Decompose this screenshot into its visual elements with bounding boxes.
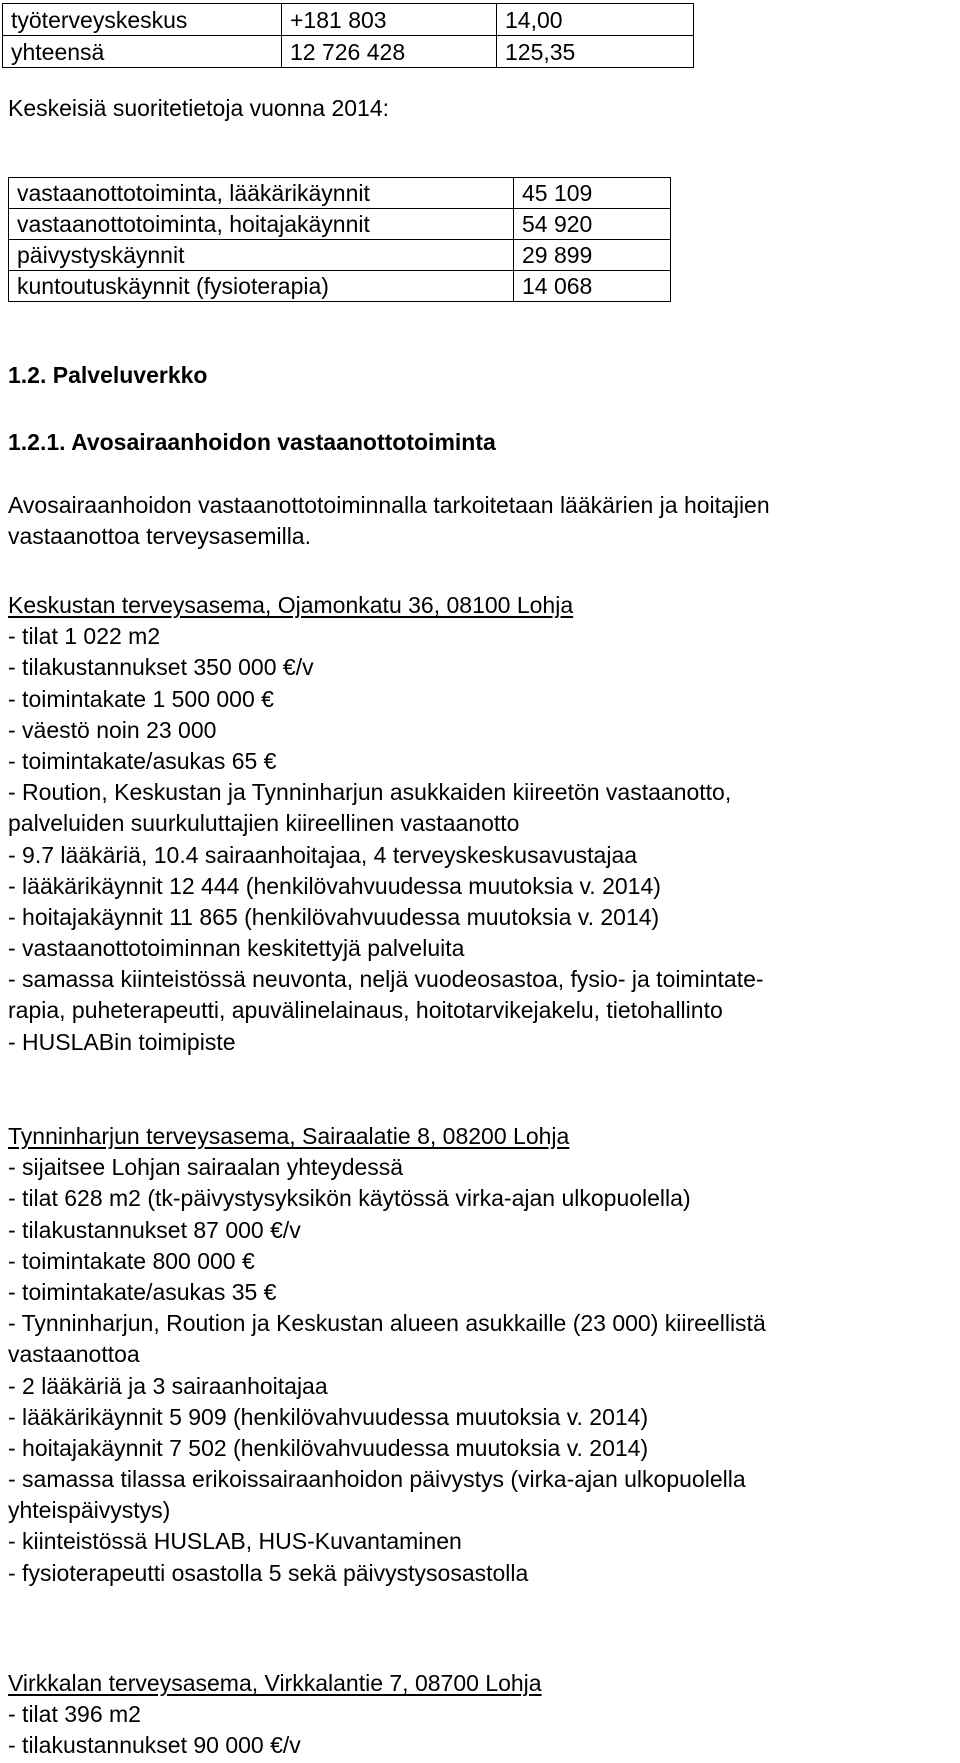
station-line: - kiinteistössä HUSLAB, HUS-Kuvantaminen xyxy=(8,1528,462,1555)
station-line: - sijaitsee Lohjan sairaalan yhteydessä xyxy=(8,1154,404,1181)
table-cell: työterveyskeskus xyxy=(3,4,282,36)
station-line: - tilat 628 m2 (tk-päivystysyksikön käytössä virka-ajan ulkopuolella) xyxy=(8,1185,691,1212)
station-line: - vastaanottotoiminnan keskitettyjä palveluita xyxy=(8,935,465,962)
table-cell: 29 899 xyxy=(514,240,671,271)
table-cell: +181 803 xyxy=(282,4,497,36)
table-cell: 14,00 xyxy=(497,4,694,36)
station-line: - Tynninharjun, Roution ja Keskustan alueen asukkaille (23 000) kiireellistä xyxy=(8,1310,766,1337)
station-line: - fysioterapeutti osastolla 5 sekä päivystysosastolla xyxy=(8,1559,529,1586)
station-line: - lääkärikäynnit 5 909 (henkilövahvuudessa muutoksia v. 2014) xyxy=(8,1403,649,1430)
table-cell: päivystyskäynnit xyxy=(9,240,514,271)
table-row xyxy=(9,209,671,240)
station-line: yhteispäivystys) xyxy=(8,1497,171,1524)
station-line: - toimintakate/asukas 65 € xyxy=(8,747,277,774)
table-cell: kuntoutuskäynnit (fysioterapia) xyxy=(9,271,514,302)
subsection-heading: 1.2.1. Avosairaanhoidon vastaanottotoiminta xyxy=(8,429,496,455)
station-title: Tynninharjun terveysasema, Sairaalatie 8, 08200 Lohja xyxy=(8,1123,570,1149)
station-line: palveluiden suurkuluttajien kiireellinen vastaanotto xyxy=(8,810,520,837)
table-cell: 54 920 xyxy=(514,209,671,240)
station-line: - hoitajakäynnit 7 502 (henkilövahvuudessa muutoksia v. 2014) xyxy=(8,1434,649,1461)
station-line: - samassa kiinteistössä neuvonta, neljä vuodeosastoa, fysio- ja toimintate- xyxy=(8,966,764,993)
station-line: - tilat 1 022 m2 xyxy=(8,623,161,650)
performance-table xyxy=(8,177,671,302)
table-cell: 12 726 428 xyxy=(282,36,497,68)
table-row xyxy=(9,271,671,302)
table-row xyxy=(3,36,694,68)
table-row xyxy=(9,240,671,271)
section-heading: 1.2. Palveluverkko xyxy=(8,362,208,388)
cost-summary-table xyxy=(2,3,694,68)
table-row xyxy=(9,178,671,209)
performance-intro: Keskeisiä suoritetietoja vuonna 2014: xyxy=(8,95,390,121)
station-line: - toimintakate 1 500 000 € xyxy=(8,685,274,712)
intro-paragraph xyxy=(8,490,770,552)
station-line: - toimintakate/asukas 35 € xyxy=(8,1278,277,1305)
station-title: Virkkalan terveysasema, Virkkalantie 7, 08700 Lohja xyxy=(8,1670,542,1696)
station-line: - HUSLABin toimipiste xyxy=(8,1028,236,1055)
station-line: - samassa tilassa erikoissairaanhoidon päivystys (virka-ajan ulkopuolella xyxy=(8,1466,746,1493)
station-line: rapia, puheterapeutti, apuvälinelainaus, hoitotarvikejakelu, tietohallinto xyxy=(8,997,723,1024)
paragraph-line: vastaanottoa terveysasemilla. xyxy=(8,523,311,550)
station-line: - toimintakate 800 000 € xyxy=(8,1247,255,1274)
table-cell: vastaanottotoiminta, hoitajakäynnit xyxy=(9,209,514,240)
station-line: - tilakustannukset 90 000 €/v xyxy=(8,1732,301,1759)
station-virkkala xyxy=(8,1668,542,1762)
station-line: - väestö noin 23 000 xyxy=(8,716,217,743)
station-title: Keskustan terveysasema, Ojamonkatu 36, 08100 Lohja xyxy=(8,592,574,618)
station-line: - tilakustannukset 87 000 €/v xyxy=(8,1216,301,1243)
station-line: - tilakustannukset 350 000 €/v xyxy=(8,654,314,681)
station-line: - tilat 396 m2 xyxy=(8,1701,141,1728)
station-tynninharju xyxy=(8,1121,766,1589)
station-line: - Roution, Keskustan ja Tynninharjun asukkaiden kiireetön vastaanotto, xyxy=(8,779,732,806)
station-keskusta xyxy=(8,590,764,1058)
station-line: - hoitajakäynnit 11 865 (henkilövahvuudessa muutoksia v. 2014) xyxy=(8,903,660,930)
table-cell: 14 068 xyxy=(514,271,671,302)
table-cell: vastaanottotoiminta, lääkärikäynnit xyxy=(9,178,514,209)
station-line: vastaanottoa xyxy=(8,1341,140,1368)
paragraph-line: Avosairaanhoidon vastaanottotoiminnalla tarkoitetaan lääkärien ja hoitajien xyxy=(8,492,770,518)
station-line: - lääkärikäynnit 12 444 (henkilövahvuudessa muutoksia v. 2014) xyxy=(8,872,661,899)
station-line: - 2 lääkäriä ja 3 sairaanhoitajaa xyxy=(8,1372,328,1399)
table-cell: 45 109 xyxy=(514,178,671,209)
table-cell: 125,35 xyxy=(497,36,694,68)
station-line: - 9.7 lääkäriä, 10.4 sairaanhoitajaa, 4 terveyskeskusavustajaa xyxy=(8,841,638,868)
table-row xyxy=(3,4,694,36)
table-cell: yhteensä xyxy=(3,36,282,68)
